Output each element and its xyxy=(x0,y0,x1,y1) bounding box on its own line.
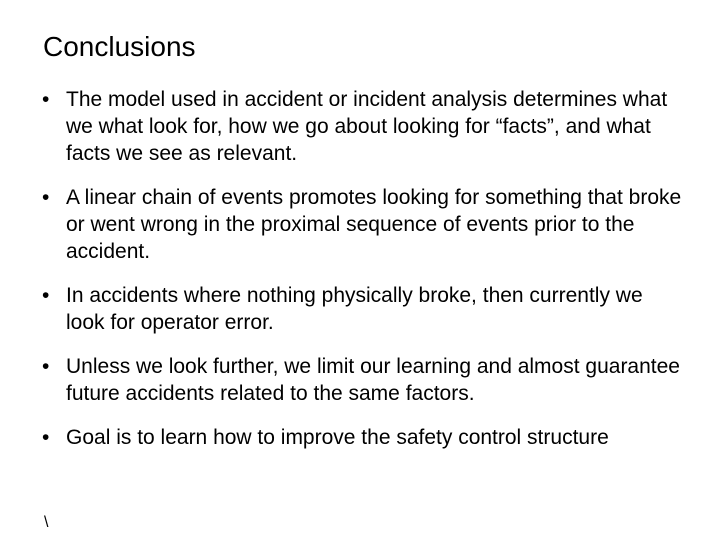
footer-mark: \ xyxy=(44,514,49,531)
bullet-dot: • xyxy=(42,186,50,209)
bullet-item xyxy=(42,353,682,407)
bullet-item xyxy=(42,184,682,265)
slide-title: Conclusions xyxy=(43,31,196,62)
bullet-dot: • xyxy=(42,355,50,378)
bullet-item xyxy=(42,282,682,336)
bullet-list xyxy=(42,86,682,468)
bullet-text: Unless we look further, we limit our learning and almost guarantee future accidents related to the same factors. xyxy=(66,355,680,405)
bullet-item xyxy=(42,424,682,451)
bullet-dot: • xyxy=(42,88,50,111)
bullet-text: Goal is to learn how to improve the safety control structure xyxy=(66,426,609,449)
bullet-item xyxy=(42,86,682,167)
bullet-dot: • xyxy=(42,284,50,307)
bullet-text: The model used in accident or incident analysis determines what we what look for, how we go about looking for “facts”, and what facts we see as relevant. xyxy=(66,88,668,165)
bullet-text: A linear chain of events promotes looking for something that broke or went wrong in the proximal sequence of events prior to the accident. xyxy=(66,186,682,263)
bullet-dot: • xyxy=(42,426,50,449)
bullet-text: In accidents where nothing physically broke, then currently we look for operator error. xyxy=(66,284,643,334)
